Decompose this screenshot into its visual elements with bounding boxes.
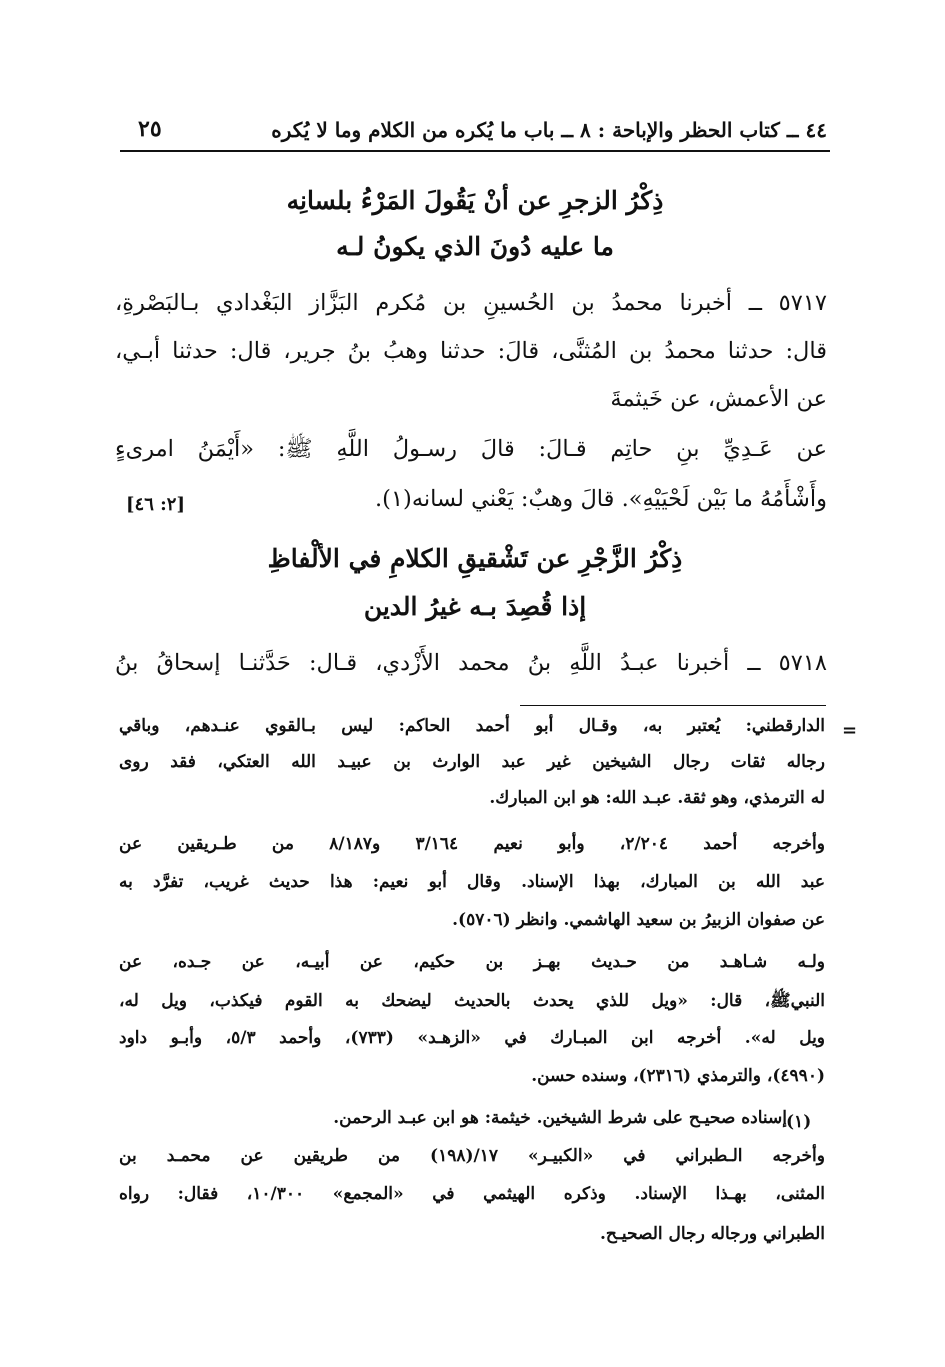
hadith-5717-line-4: عن عَـدِيِّ بنِ حاتِم قـالَ: قالَ رسـولُ اللَّهِ ﷺ: «أَيْمَنُ امرىءٍ — [115, 436, 827, 462]
footnote-cont-line-9: ويل له». أخرجه ابن المبـارك في «الزهـد» (٧٣٣)، وأحمد ٥/٣، وأبـو داود — [119, 1028, 826, 1048]
hadith-5718-line-1: ٥٧١٨ ــ أخبرنا عبـدُ اللَّهِ بنُ محمد الأَزْدي، قـال: حَدَّثنـا إسحاقُ بنُ — [115, 650, 827, 676]
footnote-1-number: (١) — [786, 1112, 812, 1132]
footnote-cont-line-4: وأخرجه أحمد ٢/٢٠٤، وأبو نعيم ٣/١٦٤ و٨/١٨٧ من طـريقين عن — [119, 834, 825, 854]
footnote-cont-line-8: النبيﷺ، قال: «ويل للذي يحدث بالحديث ليضحك به القوم فيكذب، ويل له، — [119, 991, 825, 1011]
running-header-title: ٤٤ ــ كتاب الحظر والإباحة : ٨ ــ باب ما يُكره من الكلام وما لا يُكره — [271, 118, 827, 142]
section1-heading-line1: ذِكْرُ الزجرِ عن أنْ يَقُولَ المَرْءُ بلسانِه — [286, 186, 664, 215]
section1-heading-line2: ما عليه دُونَ الذي يكونُ لـه — [336, 232, 614, 261]
footnote-cont-line-10: (٤٩٩٠)، والترمذي (٢٣١٦)، وسنده حسن. — [531, 1066, 825, 1086]
footnote-cont-line-6: عن صفوان الزبيرُ بن سعيد الهاشمي. وانظر (٥٧٠٦). — [452, 910, 825, 930]
footnote-1-line-1: إسناده صحيـح على شرط الشيخين. خيثمة: هو ابن عبـد الرحمن. — [333, 1108, 787, 1128]
header-rule — [120, 150, 830, 152]
footnote-cont-line-1: الدارقطني: يُعتبر به، وقـال أبو أحمد الحاكم: ليس بـالقوي عنـدهم، وباقي — [119, 716, 825, 736]
footnote-separator — [520, 705, 826, 706]
section2-heading-line1: ذِكْرُ الزَّجْرِ عن تَشْقيقِ الكلامِ في الألْفاظِ — [267, 544, 683, 573]
source-reference: [٢: ٤٦] — [126, 494, 185, 515]
footnote-1-line-3: المثنى، بهـذا الإسناد. وذكره الهيثمي في «المجمع» ١٠/٣٠٠، فقال: رواه — [119, 1184, 826, 1204]
footnote-1-line-4: الطبراني ورجاله رجال الصحيـح. — [599, 1224, 825, 1244]
footnote-1-line-2: وأخرجه الـطبراني في «الكبيـر» ١٧/(١٩٨) من طريقين عن محمـد بن — [119, 1146, 825, 1166]
hadith-5717-line-5: وأَشْأَمُهُ ما بَيْن لَحْيَيْهِ». قالَ وهبٌ: يَعْني لسانه(١). — [375, 486, 827, 512]
footnote-cont-line-2: رجاله ثقات رجال الشيخين غير عبد الوارث بن عبيـد الله العتكي، فقد روى — [119, 752, 825, 772]
footnote-continuation-mark: = — [842, 720, 858, 741]
footnote-cont-line-5: عبد الله بن المبارك، بهذا الإسناد. وقال أبو نعيم: هذا حديث غريب، تفرَّد به — [119, 872, 825, 892]
hadith-5717-line-2: قال: حدثنا محمدُ بن المُثنَّى، قالَ: حدثنا وهبُ بنُ جرير، قال: حدثنا أبـي، — [115, 338, 827, 364]
footnote-cont-line-3: له الترمذي، وهو ثقة. عبـد الله: هو ابن المبارك. — [489, 788, 825, 808]
footnote-cont-line-7: ولـه شـاهـد من حـديث بهـز بن حكيم، عن أبيـه، عن جـده، عن — [119, 952, 825, 972]
hadith-5717-line-1: ٥٧١٧ ــ أخبرنا محمدُ بن الحُسينِ بن مُكرم البَزَّاز البَغْدادي بـالبَصْرةِ، — [115, 290, 827, 316]
hadith-5717-line-3: عن الأعمش، عن خَيثمةَ — [610, 386, 827, 412]
section2-heading-line2: إذا قُصِدَ بـه غيرُ الدين — [363, 592, 587, 621]
page-number: ٢٥ — [138, 116, 162, 142]
